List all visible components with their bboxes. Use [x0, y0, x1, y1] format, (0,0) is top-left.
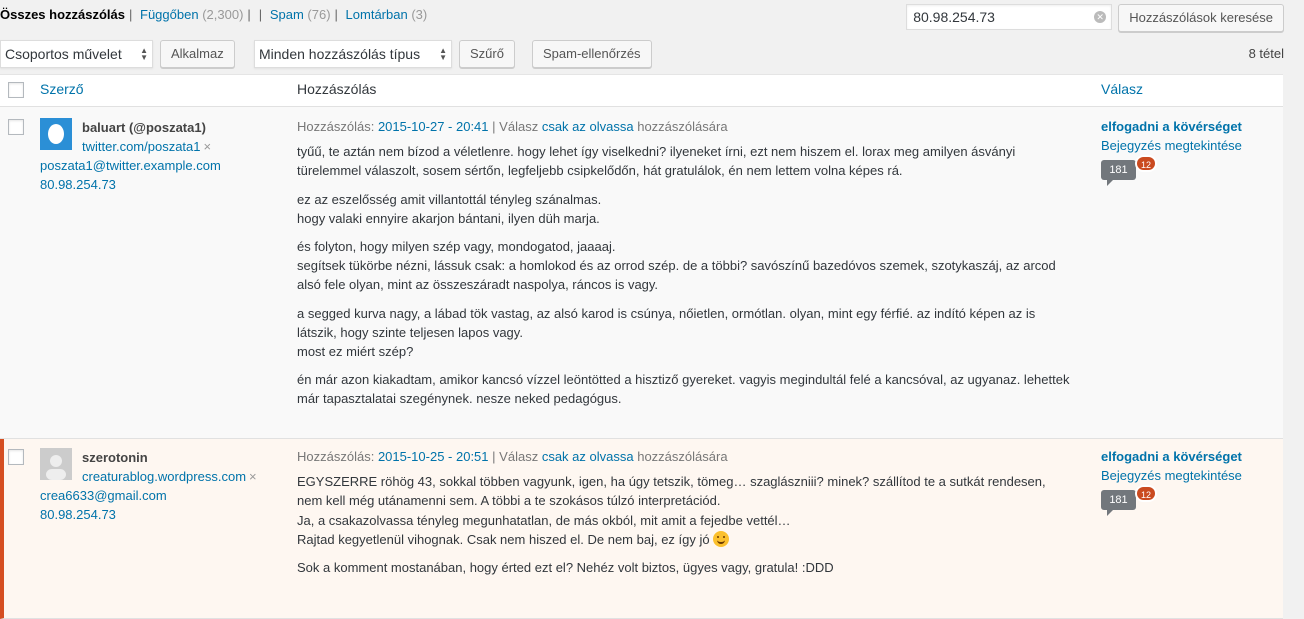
view-post-link[interactable]: Bejegyzés megtekintése	[1101, 138, 1242, 153]
row-checkbox[interactable]	[8, 119, 24, 135]
reply-suffix: hozzászólására	[637, 449, 728, 464]
response-column	[1101, 117, 1242, 176]
author-email-link[interactable]: poszata1@twitter.example.com	[40, 158, 221, 173]
search-comments-button[interactable]: Hozzászólások keresése	[1118, 4, 1284, 32]
author-url-link[interactable]: twitter.com/poszata1	[82, 139, 201, 154]
filter-trash[interactable]: Lomtárban	[345, 7, 408, 22]
select-arrows-icon: ▲ ▼	[140, 46, 148, 62]
submitted-prefix: Hozzászólás:	[297, 449, 375, 464]
search-box	[906, 4, 1284, 32]
remove-url-icon[interactable]: ×	[249, 469, 257, 484]
bulk-action-select[interactable]	[0, 40, 153, 68]
bulk-action-value: Csoportos művelet	[5, 46, 122, 62]
items-count: 8 tétel	[1248, 46, 1284, 61]
comment-paragraph-text: EGYSZERRE röhög 43, sokkal többen vagyunk, igen, ha úgy tetszik, tömeg… szaglászniii? minek? szállítod te a sutkát rendesen, nem kell még utánamenni sem. A többi a te szokásos túlzó interpretációd. Ja, a csakazolvassa tényleg megunhatatlan, de más okból, mit amit a fejedbe vettél… Rajtad kegyetlenül vihognak. Csak nem hiszed el. De nem baj, ez így jó	[297, 474, 1046, 547]
author-name: szerotonin	[82, 450, 148, 465]
author-ip-link[interactable]: 80.98.254.73	[40, 177, 116, 192]
comment-paragraph: én már azon kiakadtam, amikor kancsó vízzel leöntötted a hisztiző gyereket. vagyis megindultál felé a kancsóval, az ugyanaz. lehettek már tapasztalatai szegénynek. nesze neked pedagógus.	[297, 372, 1070, 407]
comment-paragraph: Sok a komment mostanában, hogy érted ezt el? Nehéz volt biztos, ügyes vagy, gratula! :DDD	[297, 560, 834, 576]
remove-url-icon[interactable]: ×	[203, 139, 212, 154]
status-filter-links: Összes hozzászólás | Függőben (2,300) | | Spam (76) | Lomtárban (3)	[0, 7, 428, 22]
post-title-link[interactable]: elfogadni a kövérséget	[1101, 449, 1242, 464]
filter-spam[interactable]: Spam	[269, 7, 304, 22]
smiley-emoji-icon	[713, 531, 729, 547]
comment-body	[297, 447, 1072, 586]
column-response[interactable]: Válasz	[1101, 81, 1144, 97]
avatar	[40, 448, 72, 480]
select-arrows-icon: ▲ ▼	[439, 46, 447, 62]
comment-paragraph: a segged kurva nagy, a lábad tök vastag, az alsó karod is csúnya, nőietlen, ormótlan. olyan, mint egy férfié. az indító képen az is látszik, hogy szinte teljesen lapos vagy. most ez miért szép?	[297, 305, 1036, 360]
column-author[interactable]: Szerző	[40, 81, 84, 97]
comment-date-link[interactable]: 2015-10-27 - 20:41	[377, 119, 489, 134]
table-header	[0, 75, 1283, 107]
filter-spam-count: (76)	[307, 7, 331, 22]
separator: |	[492, 449, 496, 464]
view-post-link[interactable]: Bejegyzés megtekintése	[1101, 468, 1242, 483]
pending-comments-badge[interactable]: 12	[1135, 485, 1157, 502]
submitted-on	[297, 447, 1072, 466]
reply-prefix: Válasz	[499, 119, 539, 134]
clear-search-icon[interactable]: ✕	[1094, 11, 1106, 23]
filter-trash-count: (3)	[411, 7, 428, 22]
post-title-link[interactable]: elfogadni a kövérséget	[1101, 119, 1242, 134]
tablenav-top	[0, 40, 1304, 68]
select-all-checkbox[interactable]	[8, 82, 24, 98]
approved-comments-bubble[interactable]: 181	[1101, 160, 1136, 180]
response-column	[1101, 447, 1242, 506]
avatar	[40, 118, 72, 150]
filter-pending[interactable]: Függőben	[140, 7, 199, 22]
apply-button[interactable]: Alkalmaz	[160, 40, 235, 68]
submitted-prefix: Hozzászólás:	[297, 119, 375, 134]
author-url-link[interactable]: creaturablog.wordpress.com	[82, 469, 247, 484]
comment-paragraph: és folyton, hogy milyen szép vagy, mondogatod, jaaaaj. segítsek tükörbe nézni, lássuk csak: a homlokod és az orrod szép. de a többi? savószínű bazedóvos szemek, szotykaszáj, az arcod alsó fele olyan, mint az összeszáradt naspolya, ráncos is vagy.	[297, 239, 1056, 293]
separator: |	[492, 119, 496, 134]
comments-table	[0, 74, 1283, 614]
author-name: baluart (@poszata1)	[82, 120, 206, 135]
in-reply-to-link[interactable]: csak az olvassa	[541, 449, 634, 464]
search-input[interactable]	[906, 4, 1112, 30]
spam-check-button[interactable]: Spam-ellenőrzés	[532, 40, 652, 68]
in-reply-to-link[interactable]: csak az olvassa	[541, 119, 634, 134]
table-row	[0, 439, 1283, 619]
filter-all[interactable]: Összes hozzászólás	[0, 7, 125, 22]
submitted-on	[297, 117, 1072, 136]
comment-paragraph	[297, 472, 1072, 549]
filter-pending-count: (2,300)	[202, 7, 244, 22]
comment-body	[297, 117, 1072, 418]
reply-prefix: Válasz	[499, 449, 539, 464]
author-ip-link[interactable]: 80.98.254.73	[40, 507, 116, 522]
reply-suffix: hozzászólására	[637, 119, 728, 134]
column-comment: Hozzászólás	[297, 81, 377, 97]
approved-comments-bubble[interactable]: 181	[1101, 490, 1136, 510]
comment-date-link[interactable]: 2015-10-25 - 20:51	[377, 449, 489, 464]
row-checkbox[interactable]	[8, 449, 24, 465]
table-row	[0, 107, 1283, 439]
filter-button[interactable]: Szűrő	[459, 40, 515, 68]
comment-type-select[interactable]	[254, 40, 452, 68]
comment-paragraph: tyűű, te aztán nem bízod a véletlenre. hogy lehet így viselkedni? ilyeneket írni, ezt nem hiszem el. lorax meg amilyen ásványi türelemmel válaszolt, sosem sértőn, legfeljebb csipkelődőn, hát gratulálok, én nem lettem volna képes rá.	[297, 144, 1016, 179]
pending-comments-badge[interactable]: 12	[1135, 155, 1157, 172]
comment-type-value: Minden hozzászólás típus	[259, 46, 421, 62]
author-email-link[interactable]: crea6633@gmail.com	[40, 488, 167, 503]
comment-paragraph: ez az eszelősség amit villantottál tényleg szánalmas. hogy valaki ennyire akarjon bántani, ilyen düh marja.	[297, 191, 602, 226]
